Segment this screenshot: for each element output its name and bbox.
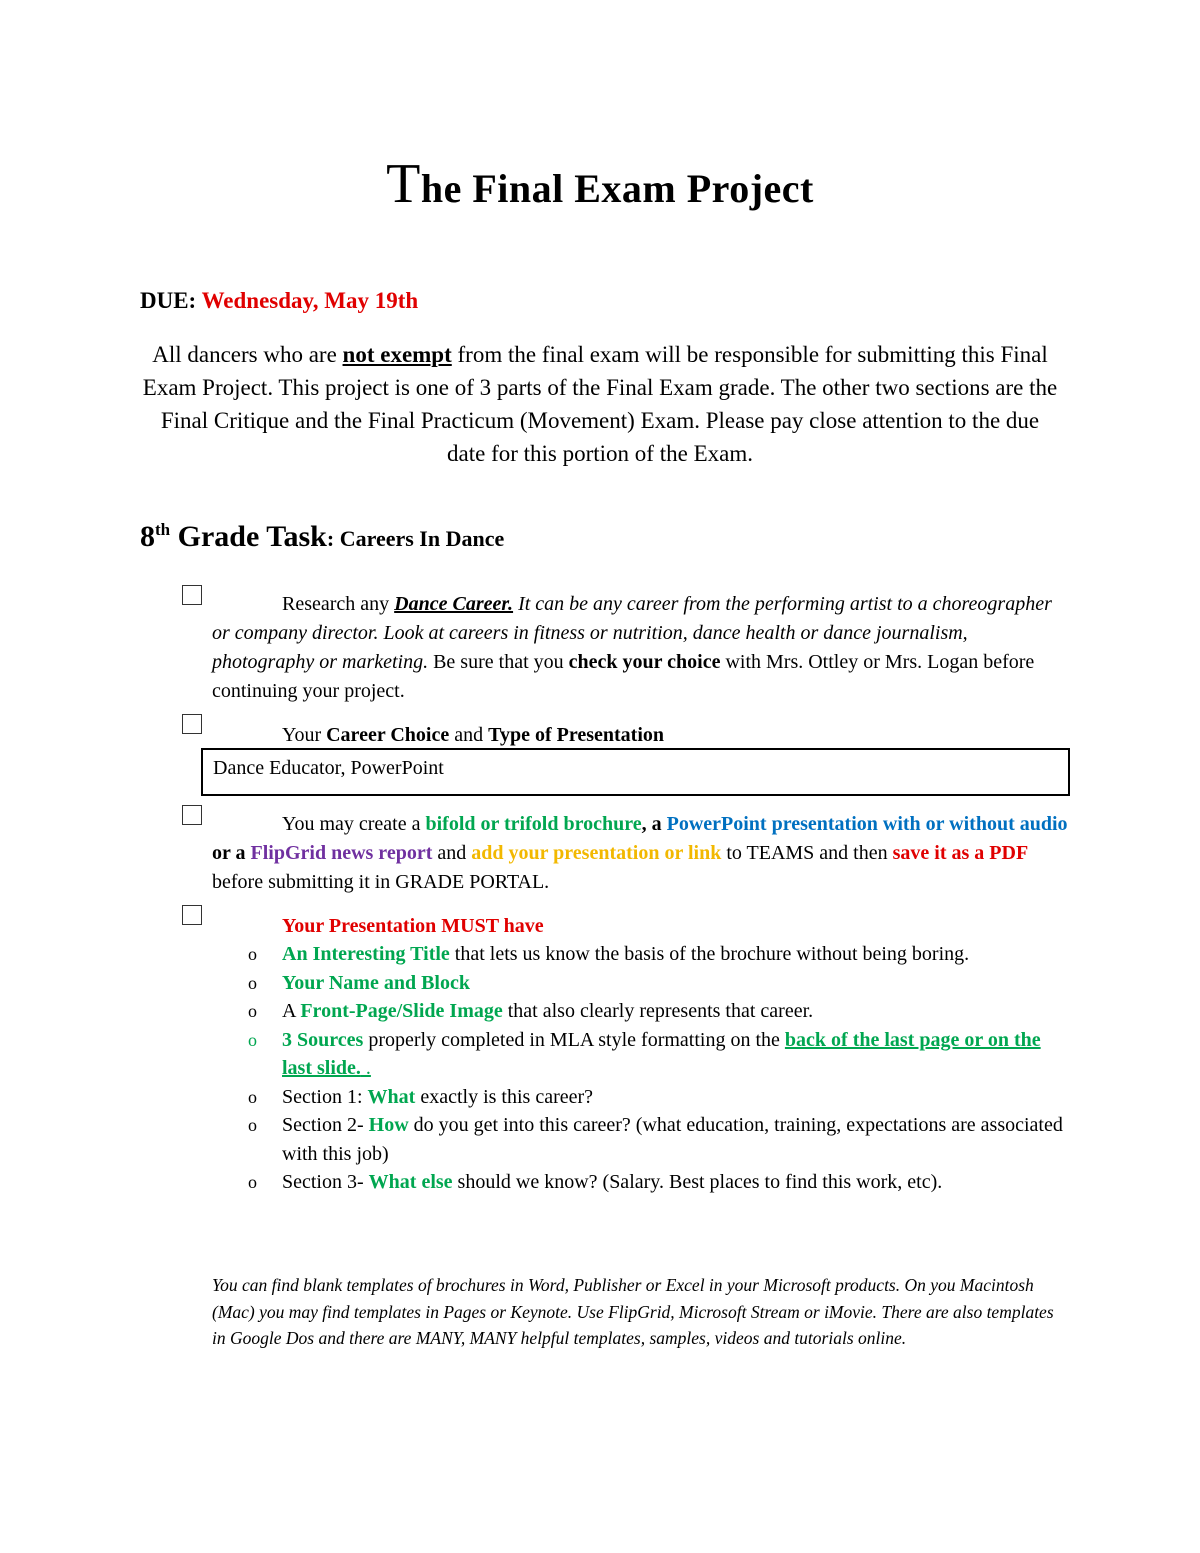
intro-text-1: All dancers who are [152, 342, 343, 367]
item-requirements [212, 912, 1072, 941]
req-image-desc: that also clearly represents that career. [502, 1000, 814, 1022]
title-initial: T [386, 153, 421, 215]
bullet-mark: o [248, 972, 257, 993]
req-title: An Interesting Title [282, 943, 450, 965]
page-title [0, 152, 1200, 216]
req-name-block: Your Name and Block [282, 971, 470, 994]
checkbox-requirements[interactable] [182, 905, 202, 925]
career-choice-term: Career Choice [326, 724, 450, 746]
checkbox-format[interactable] [182, 805, 202, 825]
save-pdf-emphasis: save it as a PDF [892, 842, 1029, 864]
format-text-6: before submitting it in GRADE PORTAL. [212, 871, 550, 893]
list-item [244, 1026, 1064, 1083]
list-item [244, 940, 1064, 969]
not-exempt-emphasis: not exempt [342, 342, 452, 367]
task-colon: : [326, 526, 335, 551]
brochure-option: bifold or trifold brochure [425, 813, 642, 835]
powerpoint-option: PowerPoint presentation with or without audio [666, 813, 1068, 835]
section-3-label: Section 3- [282, 1171, 369, 1193]
section-2-desc: do you get into this career? (what education, training, expectations are associated with this job) [282, 1114, 1063, 1165]
section-3-keyword: What else [368, 1171, 453, 1193]
grade-suffix: th [155, 520, 171, 539]
check-choice-emphasis: check your choice [568, 651, 721, 673]
section-2-keyword: How [368, 1114, 409, 1136]
bullet-mark: o [248, 944, 257, 964]
research-text-2: with Mrs. Ottley or Mrs. Logan before continuing your project. [212, 651, 1035, 702]
intro-paragraph [140, 338, 1060, 470]
grade-number: 8 [140, 520, 155, 553]
research-examples: It can be any career from the performing artist to a choreographer or company director. Look at careers in fitness or nutrition, dance health or dance journalism, photography or marketing. [212, 593, 1052, 673]
item-format [212, 810, 1072, 897]
req-image: Front-Page/Slide Image [300, 1000, 503, 1022]
checkbox-research[interactable] [182, 585, 202, 605]
bullet-mark: o [248, 1115, 257, 1135]
list-item [244, 969, 1064, 998]
due-label: DUE: [140, 288, 197, 313]
format-text-5: to TEAMS and then [721, 842, 893, 864]
req-sources: 3 Sources [282, 1028, 364, 1051]
bullet-mark: o [248, 1029, 257, 1050]
checkbox-career-choice[interactable] [182, 714, 202, 734]
section-2-label: Section 2- [282, 1114, 369, 1136]
item-research [212, 590, 1072, 706]
format-text-1: You may create a [282, 813, 426, 835]
due-line [140, 288, 418, 314]
dance-career-term: Dance Career. [394, 593, 514, 615]
list-item [244, 1111, 1064, 1168]
bullet-mark: o [248, 1172, 257, 1192]
last-slide-link[interactable]: back of the last page or on the last slide. [282, 1028, 1041, 1079]
item-career-choice [212, 721, 1072, 750]
list-item [244, 997, 1064, 1026]
task-label: Grade Task [170, 520, 327, 553]
career-text-2: and [449, 724, 489, 746]
presentation-type-term: Type of Presentation [488, 724, 665, 746]
req-title-desc: that lets us know the basis of the brochure without being boring. [449, 943, 970, 965]
section-1-desc: exactly is this career? [415, 1085, 594, 1108]
section-3-desc: should we know? (Salary. Best places to find this work, etc). [452, 1171, 943, 1193]
title-rest: he Final Exam Project [420, 166, 814, 211]
flipgrid-option: FlipGrid news report [250, 842, 433, 864]
format-text-2: , a [641, 813, 667, 835]
format-text-3: or a [212, 842, 251, 864]
bullet-mark: o [248, 1086, 257, 1107]
task-heading [140, 520, 504, 554]
research-lead: Research any [282, 593, 395, 615]
requirements-list [244, 940, 1064, 1197]
career-answer-field[interactable]: Dance Educator, PowerPoint [201, 748, 1070, 796]
due-date: Wednesday, May 19th [201, 288, 419, 313]
format-text-4: and [432, 842, 472, 864]
req-sources-desc: properly completed in MLA style formatting on the [363, 1028, 785, 1051]
templates-footnote: You can find blank templates of brochures in Word, Publisher or Excel in your Microsoft products. On you Macintosh (Mac) you may find templates in Pages or Keynote. Use FlipGrid, Microsoft Stream or iMovie. There are also templates in Google Dos and there are MANY, MANY helpful templates, samples, videos and tutorials online. [212, 1275, 1054, 1348]
req-sources-end: . [360, 1057, 371, 1079]
research-text-1: Be sure that you [428, 651, 569, 673]
career-text-1: Your [282, 724, 327, 746]
list-item [244, 1083, 1064, 1112]
req-image-pre: A [282, 1000, 301, 1022]
task-topic: Careers In Dance [334, 526, 505, 551]
section-1-label: Section 1: [282, 1085, 368, 1108]
bullet-mark: o [248, 1001, 257, 1021]
intro-text-2: from the final exam will be responsible for submitting this Final Exam Project. This project is one of 3 parts of the Final Exam grade. The other two sections are the Final Critique and the Final Practicum (Movement) Exam. Please pay close attention to the due date for this portion of the Exam. [142, 342, 1058, 466]
list-item [244, 1168, 1064, 1197]
teams-link-option: add your presentation or link [471, 842, 722, 864]
section-1-keyword: What [367, 1085, 416, 1108]
requirements-heading: Your Presentation MUST have [282, 915, 544, 937]
